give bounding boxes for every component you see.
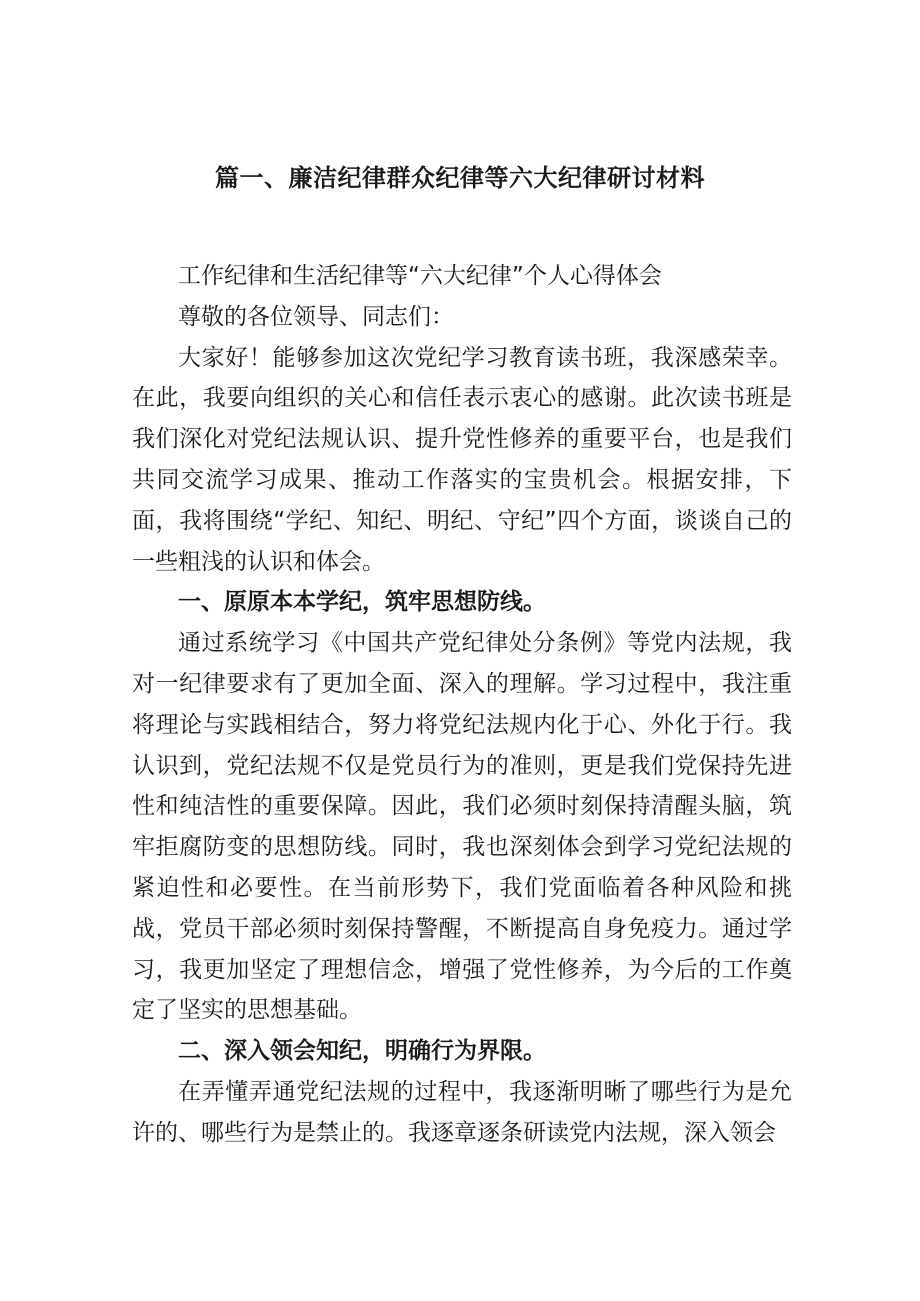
document-title: 篇一、廉洁纪律群众纪律等六大纪律研讨材料 — [215, 164, 705, 192]
intro-paragraph: 大家好！能够参加这次党纪学习教育读书班，我深感荣幸。在此，我要向组织的关心和信任表示衷心的感谢。此次读书班是我们深化对党纪法规认识、提升党性修养的重要平台，也是我们共同交流学习成果、推动工作落实的宝贵机会。根据安排，下面，我将围绕“学纪、知纪、明纪、守纪”四个方面，谈谈自己的一些粗浅的认识和体会。 — [132, 344, 792, 575]
section-heading-1: 一、原原本本学纪，筑牢思想防线。 — [178, 589, 546, 616]
document-body — [132, 256, 792, 1154]
section-1-paragraph: 通过系统学习《中国共产党纪律处分条例》等党内法规，我对一纪律要求有了更加全面、深入的理解。学习过程中，我注重将理论与实践相结合，努力将党纪法规内化于心、外化于行。我认识到，党纪法规不仅是党员行为的准则，更是我们党保持先进性和纯洁性的重要保障。因此，我们必须时刻保持清醒头脑，筑牢拒腐防变的思想防线。同时，我也深刻体会到学习党纪法规的紧迫性和必要性。在当前形势下，我们党面临着各种风险和挑战，党员干部必须时刻保持警醒，不断提高自身免疫力。通过学习，我更加坚定了理想信念，增强了党性修养，为今后的工作奠定了坚实的思想基础。 — [132, 630, 792, 1024]
section-heading-2: 二、深入领会知纪，明确行为界限。 — [178, 1038, 546, 1065]
subtitle-paragraph: 工作纪律和生活纪律等“六大纪律”个人心得体会 — [178, 263, 662, 289]
salutation-paragraph: 尊敬的各位领导、同志们： — [178, 303, 454, 330]
section-2-paragraph: 在弄懂弄通党纪法规的过程中，我逐渐明晰了哪些行为是允许的、哪些行为是禁止的。我逐章逐条研读党内法规，深入领会 — [132, 1078, 792, 1146]
